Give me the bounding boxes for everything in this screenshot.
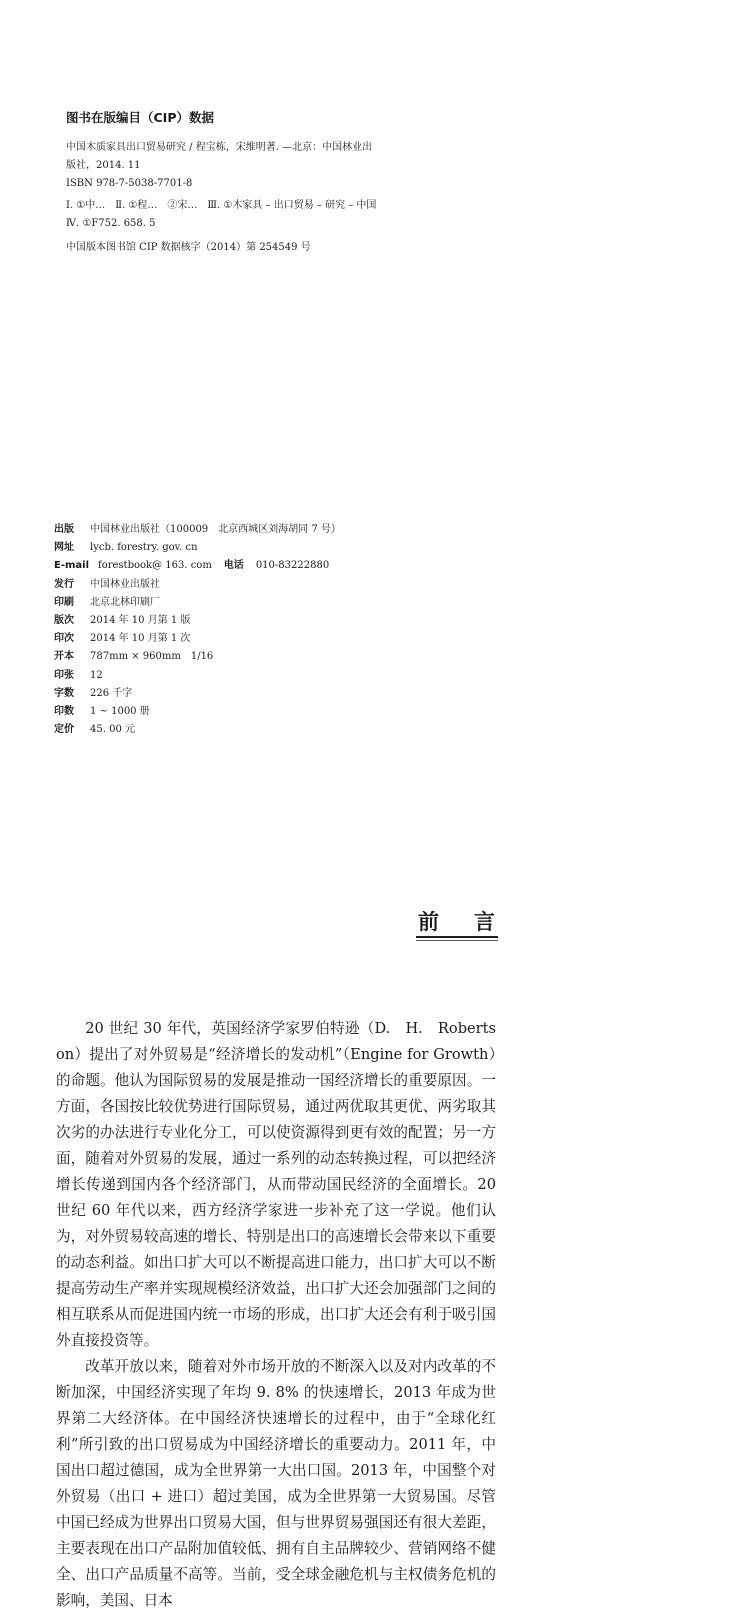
preface-heading-char-2: 言 <box>474 909 495 934</box>
cip-line-record-number: 中国版本图书馆 CIP 数据核字（2014）第 254549 号 <box>66 242 311 253</box>
publication-info <box>54 521 341 739</box>
cip-line-classification: Ⅰ. ①中… Ⅱ. ①程… ②宋… Ⅲ. ①木家具 – 出口贸易 – 研究 – 中国 <box>66 200 377 211</box>
cip-line-clc-number: Ⅳ. ①F752. 658. 5 <box>66 218 156 229</box>
preface-paragraph-2: 改革开放以来，随着对外市场开放的不断深入以及对内改革的不断加深，中国经济实现了年均 9. 8% 的快速增长，2013 年成为世界第二大经济体。在中国经济快速增长的过程中，由于“全球化红利”所引致的出口贸易成为中国经济增长的重要动力。2011 年，中国出口超过德国，成为全世界第一大出口国。2013 年，中国整个对外贸易（出口 + 进口）超过美国，成为全世界第一大贸易国。尽管中国已经成为世界出口贸易大国，但与世界贸易强国还有很大差距，主要表现在出口产品附加值较低、拥有自主品牌较少、营销网络不健全、出口产品质量不高等。当前，受全球金融危机与主权债务危机的影响，美国、日本 <box>56 1358 496 1609</box>
edition-row <box>54 612 341 630</box>
sheets-row <box>54 667 341 685</box>
printing-value: 2014 年 10 月第 1 次 <box>90 633 191 645</box>
format-label: 开本 <box>54 651 74 663</box>
printer-value: 北京北林印刷厂 <box>90 596 160 608</box>
cip-line-title-author: 中国木质家具出口贸易研究 / 程宝栋，宋维明著. —北京：中国林业出 <box>66 142 373 153</box>
phone-value: 010-83222880 <box>255 560 330 572</box>
cip-line-isbn: ISBN 978-7-5038-7701-8 <box>66 178 193 189</box>
publisher-row <box>54 521 341 539</box>
words-label: 字数 <box>54 687 74 699</box>
printer-label: 印刷 <box>54 596 74 608</box>
preface-paragraph-1: 20 世纪 30 年代，英国经济学家罗伯特逊（D. H. Robertson）提出了对外贸易是“经济增长的发动机”（Engine for Growth）的命题。他认为国际贸易的发展是推动一国经济增长的重要原因。一方面，各国按比较优势进行国际贸易，通过两优取其更优、两劣取其次劣的办法进行专业化分工，可以使资源得到更有效的配置；另一方面，随着对外贸易的发展，通过一系列的动态转换过程，可以把经济增长传递到国内各个经济部门，从而带动国民经济的全面增长。20 世纪 60 年代以来，西方经济学家进一步补充了这一学说。他们认为，对外贸易较高速的增长、特别是出口的高速增长会带来以下重要的动态利益。如出口扩大可以不断提高进口能力，出口扩大可以不断提高劳动生产率并实现规模经济效益，出口扩大还会加强部门之间的相互联系从而促进国内统一市场的形成，出口扩大还会有利于吸引国外直接投资等。 <box>56 1020 496 1349</box>
price-value: 45. 00 元 <box>90 724 135 736</box>
phone-label: 电话 <box>223 560 244 572</box>
preface-body <box>56 1016 496 1614</box>
cip-block <box>66 139 436 257</box>
distributor-value: 中国林业出版社 <box>90 578 160 590</box>
preface-heading-underline-thin <box>416 940 498 941</box>
printing-label: 印次 <box>54 633 74 645</box>
edition-value: 2014 年 10 月第 1 版 <box>90 615 191 627</box>
publisher-label: 出版 <box>54 524 74 535</box>
price-row <box>54 721 341 739</box>
publisher-value: 中国林业出版社（100009 北京西城区刘海胡同 7 号） <box>90 524 341 535</box>
format-row <box>54 648 341 666</box>
email-row <box>54 557 341 575</box>
website-label: 网址 <box>54 542 74 554</box>
sheets-label: 印张 <box>54 669 74 681</box>
words-row <box>54 685 341 703</box>
edition-label: 版次 <box>54 615 74 627</box>
format-value: 787mm × 960mm 1/16 <box>90 651 214 663</box>
website-value: lycb. forestry. gov. cn <box>90 542 198 554</box>
printer-row <box>54 594 341 612</box>
preface-heading-underline <box>416 936 498 938</box>
sheets-value: 12 <box>90 669 103 681</box>
copies-label: 印数 <box>54 706 74 718</box>
email-value: forestbook@ 163. com <box>98 560 212 572</box>
printing-row <box>54 630 341 648</box>
distributor-label: 发行 <box>54 578 74 590</box>
distributor-row <box>54 576 341 594</box>
preface-heading-char-1: 前 <box>418 909 439 934</box>
copies-row <box>54 703 341 721</box>
email-label: E-mail <box>54 560 90 572</box>
cip-title: 图书在版编目（CIP）数据 <box>66 110 214 125</box>
copies-value: 1 ~ 1000 册 <box>90 706 150 718</box>
website-row <box>54 539 341 557</box>
words-value: 226 千字 <box>90 687 133 699</box>
price-label: 定价 <box>54 724 74 736</box>
cip-line-publisher-date: 版社，2014. 11 <box>66 160 141 171</box>
preface-heading <box>416 906 498 942</box>
